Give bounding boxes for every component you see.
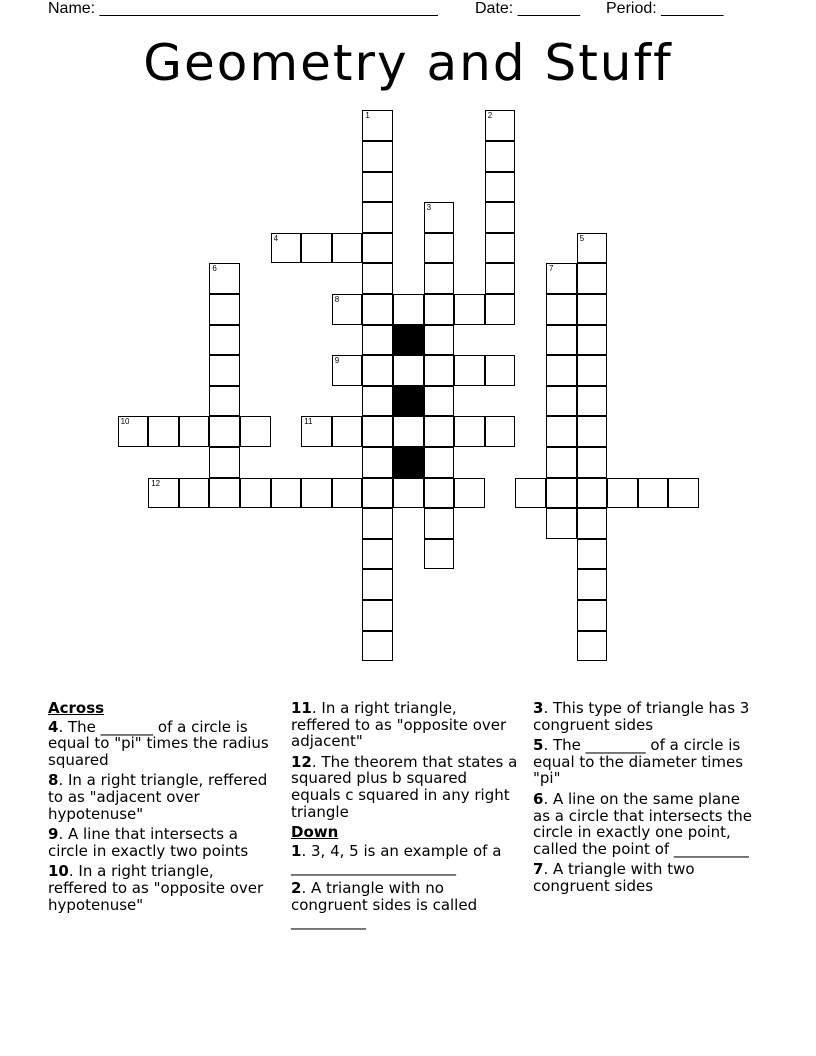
crossword-cell[interactable]	[577, 631, 608, 662]
crossword-cell[interactable]	[424, 233, 455, 264]
crossword-cell[interactable]	[209, 416, 240, 447]
crossword-cell[interactable]	[362, 233, 393, 264]
clue-separator: .	[301, 878, 311, 897]
clue-text: 3, 4, 5 is an example of a ______________________	[291, 841, 502, 877]
clue-column-1	[48, 700, 276, 917]
clue-text: A triangle with no congruent sides is called __________	[291, 878, 478, 931]
crossword-cell[interactable]	[332, 355, 363, 386]
crossword-cell[interactable]	[577, 539, 608, 570]
crossword-cell[interactable]	[362, 478, 393, 509]
crossword-cell[interactable]	[577, 325, 608, 356]
crossword-cell[interactable]	[209, 325, 240, 356]
crossword-cell[interactable]	[577, 294, 608, 325]
crossword-cell[interactable]	[362, 600, 393, 631]
crossword-cell[interactable]	[332, 294, 363, 325]
crossword-cell[interactable]	[393, 416, 424, 447]
clue-number: 4	[48, 717, 59, 736]
clue-number: 8	[48, 771, 59, 790]
clue-separator: .	[58, 771, 68, 790]
crossword-cell[interactable]	[362, 569, 393, 600]
crossword-cell[interactable]	[577, 355, 608, 386]
crossword-cell[interactable]	[485, 141, 516, 172]
clue-separator: .	[543, 736, 553, 755]
crossword-cell[interactable]	[362, 539, 393, 570]
crossword-cell[interactable]	[485, 416, 516, 447]
crossword-cell[interactable]	[301, 233, 332, 264]
crossword-cell[interactable]	[362, 294, 393, 325]
clue-number-label: 4	[273, 233, 279, 243]
crossword-cell[interactable]	[424, 263, 455, 294]
crossword-cell[interactable]	[362, 355, 393, 386]
clue-item	[291, 843, 519, 876]
clue-number-label: 5	[579, 233, 585, 243]
crossword-cell[interactable]	[332, 416, 363, 447]
clue-item	[48, 863, 276, 913]
clue-number-label: 2	[487, 111, 493, 121]
crossword-cell[interactable]	[148, 478, 179, 509]
clue-separator: .	[68, 862, 79, 881]
name-field[interactable]: Name: ______________________________________	[48, 0, 438, 17]
crossword-cell[interactable]	[485, 233, 516, 264]
clue-separator: .	[543, 699, 553, 717]
crossword-cell[interactable]	[240, 416, 271, 447]
clue-item	[533, 791, 761, 857]
crossword-cell[interactable]	[424, 202, 455, 233]
crossword-cell[interactable]	[362, 325, 393, 356]
crossword-cell[interactable]	[393, 478, 424, 509]
crossword-cell[interactable]	[607, 478, 638, 509]
crossword-cell[interactable]	[485, 355, 516, 386]
clue-separator: .	[543, 860, 553, 879]
clue-number: 3	[533, 699, 544, 717]
crossword-cell[interactable]	[577, 263, 608, 294]
clue-separator: .	[311, 699, 322, 717]
clue-number-label: 3	[426, 203, 432, 213]
crossword-cell[interactable]	[454, 478, 485, 509]
clue-text: This type of triangle has 3 congruent sides	[533, 699, 750, 734]
crossword-cell[interactable]	[209, 263, 240, 294]
crossword-cell[interactable]	[424, 508, 455, 539]
crossword-cell[interactable]	[546, 386, 577, 417]
crossword-cell[interactable]	[454, 294, 485, 325]
crossword-cell[interactable]	[577, 569, 608, 600]
crossword-cell[interactable]	[393, 294, 424, 325]
crossword-cell[interactable]	[577, 600, 608, 631]
crossword-cell[interactable]	[577, 233, 608, 264]
clue-separator: .	[543, 789, 553, 808]
clue-text: A line that intersects a circle in exactly two points	[48, 825, 249, 860]
crossword-cell[interactable]	[362, 416, 393, 447]
clue-number-label: 7	[549, 264, 554, 274]
clue-number: 10	[48, 862, 69, 881]
clue-number-label: 9	[334, 356, 340, 366]
crossword-cell[interactable]	[577, 478, 608, 509]
crossword-cell[interactable]	[454, 355, 485, 386]
crossword-cell[interactable]	[362, 263, 393, 294]
clue-item	[533, 861, 761, 894]
black-square	[393, 447, 424, 478]
clue-number-label: 8	[334, 295, 340, 304]
crossword-cell[interactable]	[546, 355, 577, 386]
crossword-cell[interactable]	[209, 478, 240, 509]
clue-separator: .	[58, 717, 68, 736]
section-heading-across: Across	[48, 699, 105, 717]
crossword-cell[interactable]	[209, 447, 240, 478]
crossword-cell[interactable]	[362, 508, 393, 539]
clue-number: 6	[533, 789, 544, 808]
clue-item	[291, 880, 519, 930]
crossword-cell[interactable]	[148, 416, 179, 447]
clue-text: The theorem that states a squared plus b squared equals c squared in any right triangle	[291, 752, 518, 821]
clue-number-label: 12	[151, 478, 161, 488]
clue-text: The _______ of a circle is equal to "pi" times the radius squared	[48, 717, 269, 769]
crossword-cell[interactable]	[577, 508, 608, 539]
crossword-cell[interactable]	[546, 447, 577, 478]
clue-number-label: 10	[120, 417, 130, 427]
crossword-cell[interactable]	[362, 141, 393, 172]
clue-text: In a right triangle, reffered to as "opposite over hypotenuse"	[48, 862, 264, 914]
clue-item	[291, 754, 519, 820]
clue-separator: .	[311, 752, 322, 771]
crossword-cell[interactable]	[577, 386, 608, 417]
crossword-cell[interactable]	[424, 539, 455, 570]
clue-text: In a right triangle, reffered to as "adjacent over hypotenuse"	[48, 771, 268, 823]
crossword-cell[interactable]	[209, 386, 240, 417]
clue-number-label: 11	[304, 417, 313, 427]
crossword-cell[interactable]	[362, 631, 393, 662]
crossword-cell[interactable]	[485, 263, 516, 294]
clue-number: 11	[291, 699, 312, 717]
crossword-cell[interactable]	[546, 478, 577, 509]
crossword-cell[interactable]	[362, 202, 393, 233]
crossword-cell[interactable]	[638, 478, 669, 509]
crossword-cell[interactable]	[546, 325, 577, 356]
clue-text: A triangle with two congruent sides	[533, 860, 695, 895]
crossword-cell[interactable]	[362, 172, 393, 203]
crossword-cell[interactable]	[424, 325, 455, 356]
clue-number: 5	[533, 736, 544, 755]
clue-text: In a right triangle, reffered to as "opposite over adjacent"	[291, 699, 507, 751]
crossword-cell[interactable]	[179, 478, 210, 509]
crossword-cell[interactable]	[546, 416, 577, 447]
crossword-cell[interactable]	[546, 263, 577, 294]
clue-item	[48, 826, 276, 859]
crossword-cell[interactable]	[362, 447, 393, 478]
crossword-cell[interactable]	[546, 508, 577, 539]
crossword-cell[interactable]	[362, 110, 393, 141]
crossword-cell[interactable]	[332, 233, 363, 264]
crossword-cell[interactable]	[209, 294, 240, 325]
clue-number: 12	[291, 752, 312, 771]
crossword-cell[interactable]	[485, 294, 516, 325]
crossword-cell[interactable]	[424, 447, 455, 478]
crossword-cell[interactable]	[668, 478, 699, 509]
crossword-cell[interactable]	[485, 202, 516, 233]
crossword-cell[interactable]	[424, 294, 455, 325]
period-field[interactable]: Period: _______	[606, 0, 724, 17]
clue-separator: .	[58, 825, 68, 844]
crossword-cell[interactable]	[301, 416, 332, 447]
crossword-cell[interactable]	[424, 478, 455, 509]
crossword-cell[interactable]	[301, 478, 332, 509]
crossword-cell[interactable]	[240, 478, 271, 509]
clue-text: The ________ of a circle is equal to the diameter times "pi"	[533, 736, 744, 788]
crossword-cell[interactable]	[424, 386, 455, 417]
crossword-cell[interactable]	[179, 416, 210, 447]
crossword-cell[interactable]	[546, 294, 577, 325]
clue-text: A line on the same plane as a circle that intersects the circle in exactly one point, called the point of __________	[533, 789, 752, 858]
crossword-cell[interactable]	[577, 447, 608, 478]
crossword-cell[interactable]	[485, 110, 516, 141]
section-heading-down: Down	[291, 823, 339, 842]
crossword-cell[interactable]	[271, 478, 302, 509]
crossword-cell[interactable]	[485, 172, 516, 203]
clue-column-3	[533, 700, 761, 899]
page-title: Geometry and Stuff	[143, 34, 673, 92]
crossword-cell[interactable]	[118, 416, 149, 447]
clue-number-label: 6	[212, 264, 217, 274]
date-field[interactable]: Date: _______	[475, 0, 580, 17]
clue-item	[533, 737, 761, 787]
clue-number: 7	[533, 860, 544, 879]
clue-item	[291, 700, 519, 750]
clue-item	[533, 700, 761, 733]
crossword-cell[interactable]	[454, 416, 485, 447]
clue-item	[48, 719, 276, 769]
clue-number: 1	[291, 841, 302, 860]
clue-item	[48, 772, 276, 822]
clue-column-2	[291, 700, 519, 934]
crossword-cell[interactable]	[424, 355, 455, 386]
clue-number: 2	[291, 878, 302, 897]
crossword-cell[interactable]	[577, 416, 608, 447]
black-square	[393, 386, 424, 417]
crossword-cell[interactable]	[209, 355, 240, 386]
clue-number-label: 1	[365, 111, 370, 121]
crossword-cell[interactable]	[424, 416, 455, 447]
crossword-cell[interactable]	[393, 355, 424, 386]
clue-separator: .	[301, 841, 311, 860]
clue-number: 9	[48, 825, 59, 844]
black-square	[393, 325, 424, 356]
crossword-cell[interactable]	[332, 478, 363, 509]
crossword-cell[interactable]	[362, 386, 393, 417]
crossword-cell[interactable]	[515, 478, 546, 509]
crossword-cell[interactable]	[271, 233, 302, 264]
